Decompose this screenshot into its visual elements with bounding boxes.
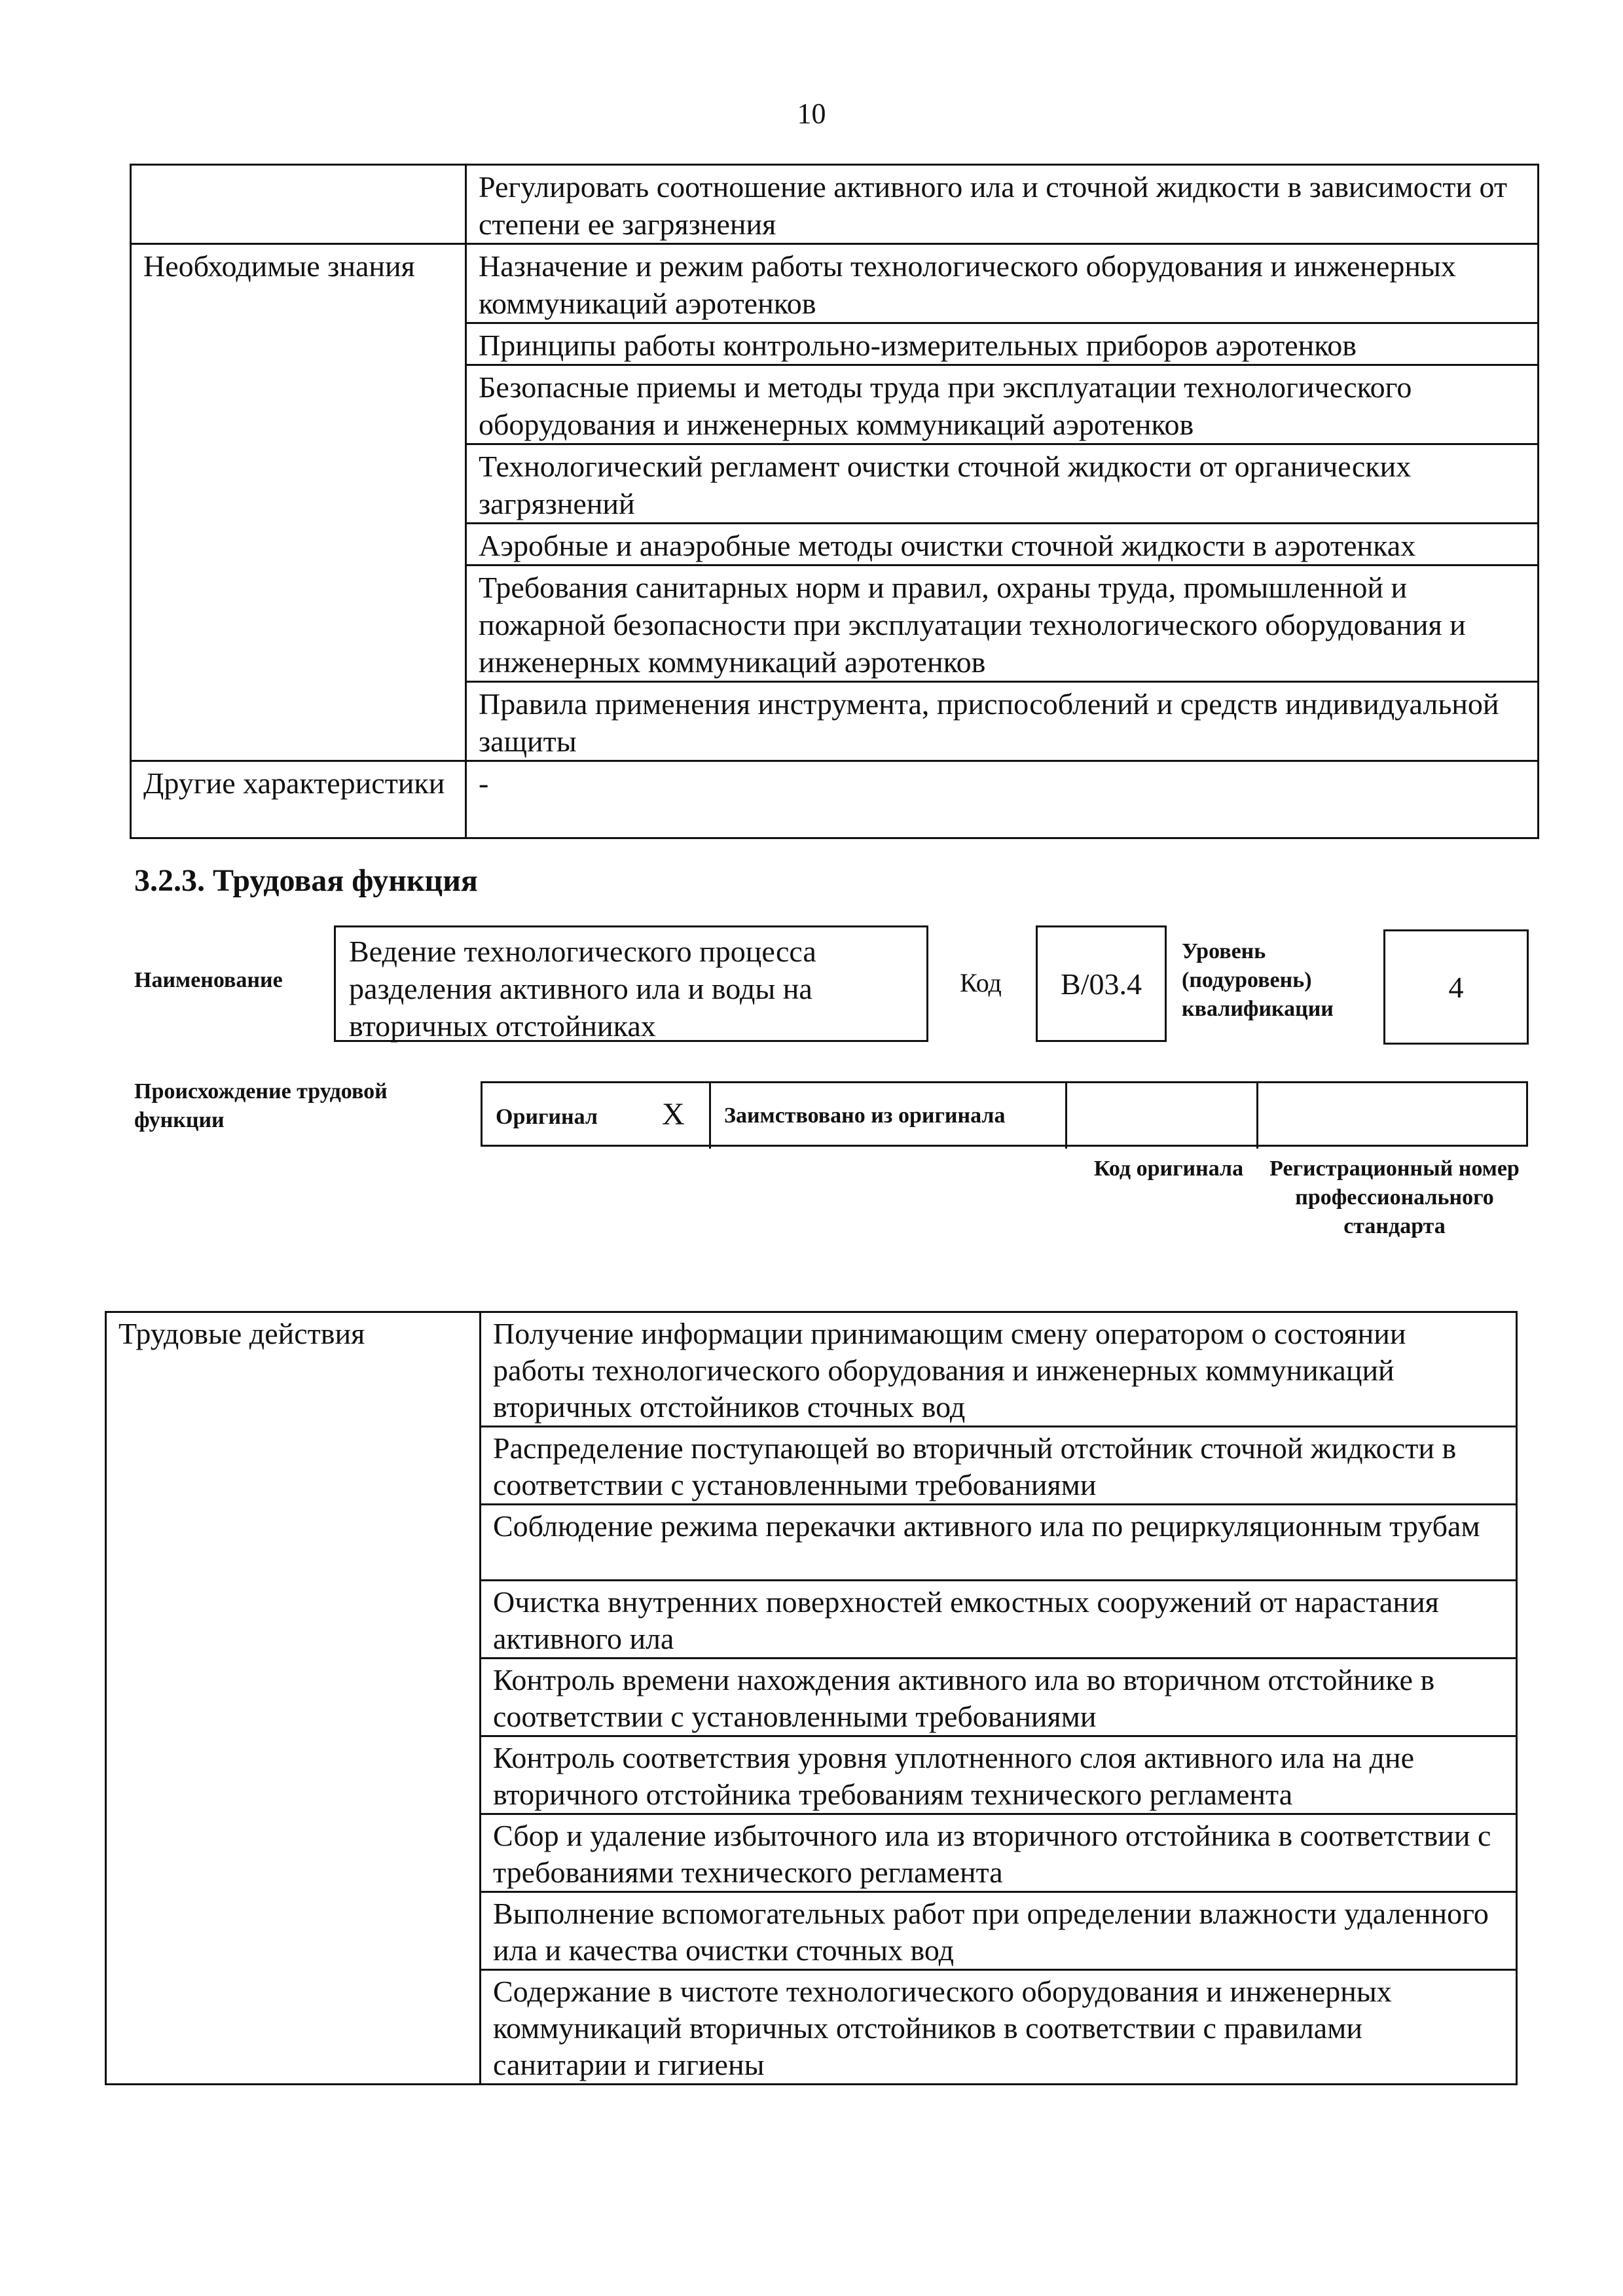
table-row: Контроль соответствия уровня уплотненного слоя активного ила на дне вторичного отстойника требованиям технического регламента — [481, 1736, 1517, 1814]
table-row: Получение информации принимающим смену оператором о состоянии работы технологического оборудования и инженерных коммуникаций вторичных отстойников сточных вод — [481, 1312, 1517, 1427]
table-row: Очистка внутренних поверхностей емкостных сооружений от нарастания активного ила — [481, 1581, 1517, 1659]
table-row: Требования санитарных норм и правил, охраны труда, промышленной и пожарной безопасности при эксплуатации технологического оборудования и инженерных коммуникаций аэротенков — [466, 565, 1539, 682]
actions-table — [105, 1311, 1518, 2085]
borrowed-label: Заимствовано из оригинала — [724, 1103, 1006, 1128]
code-of-original-label: Код оригинала — [1093, 1157, 1244, 1181]
table-row: Контроль времени нахождения активного ила во вторичном отстойнике в соответствии с установленными требованиями — [481, 1659, 1517, 1736]
origin-row — [481, 1081, 1528, 1147]
code-label: Код — [960, 968, 1002, 997]
knowledge-label: Необходимые знания — [131, 244, 466, 761]
reg-number-cell — [1256, 1083, 1528, 1149]
name-label: Наименование — [134, 968, 283, 992]
table-row: Технологический регламент очистки сточной жидкости от органических загрязнений — [466, 444, 1539, 524]
original-label: Оригинал — [496, 1105, 598, 1129]
origin-label: Происхождение трудовой функции — [134, 1079, 388, 1132]
table-row: Безопасные приемы и методы труда при эксплуатации технологического оборудования и инженерных коммуникаций аэротенков — [466, 365, 1539, 444]
original-mark: X — [662, 1097, 685, 1132]
reg-number-label: Регистрационный номер профессионального стандарта — [1269, 1157, 1520, 1238]
table-row: Регулировать соотношение активного ила и сточной жидкости в зависимости от степени ее загрязнения — [466, 165, 1539, 244]
level-box: 4 — [1383, 929, 1529, 1045]
code-of-original-cell — [1065, 1083, 1262, 1149]
table-row: Соблюдение режима перекачки активного ила по рециркуляционным трубам — [481, 1505, 1517, 1581]
level-label: Уровень (подуровень) квалификации — [1182, 939, 1334, 1021]
code-box: В/03.4 — [1036, 925, 1167, 1042]
table-row: Сбор и удаление избыточного ила из вторичного отстойника в соответствии с требованиями технического регламента — [481, 1814, 1517, 1892]
table-row: Принципы работы контрольно-измерительных приборов аэротенков — [466, 323, 1539, 365]
table-row: Аэробные и анаэробные методы очистки сточной жидкости в аэротенках — [466, 524, 1539, 565]
other-value: - — [466, 761, 1539, 838]
table-row: Содержание в чистоте технологического оборудования и инженерных коммуникаций вторичных отстойников в соответствии с правилами санитарии и гигиены — [481, 1970, 1517, 2085]
empty-cell — [131, 165, 466, 244]
table-row: Назначение и режим работы технологического оборудования и инженерных коммуникаций аэротенков — [466, 244, 1539, 323]
knowledge-table — [130, 164, 1539, 839]
table-row: Распределение поступающей во вторичный отстойник сточной жидкости в соответствии с установленными требованиями — [481, 1427, 1517, 1505]
actions-label: Трудовые действия — [106, 1312, 481, 2085]
page-number: 10 — [797, 98, 826, 130]
function-name-box: Ведение технологического процесса разделения активного ила и воды на вторичных отстойниках — [334, 925, 928, 1042]
table-row: Выполнение вспомогательных работ при определении влажности удаленного ила и качества очистки сточных вод — [481, 1892, 1517, 1970]
other-label: Другие характеристики — [131, 761, 466, 838]
section-title: 3.2.3. Трудовая функция — [134, 863, 478, 898]
table-row: Правила применения инструмента, приспособлений и средств индивидуальной защиты — [466, 682, 1539, 761]
